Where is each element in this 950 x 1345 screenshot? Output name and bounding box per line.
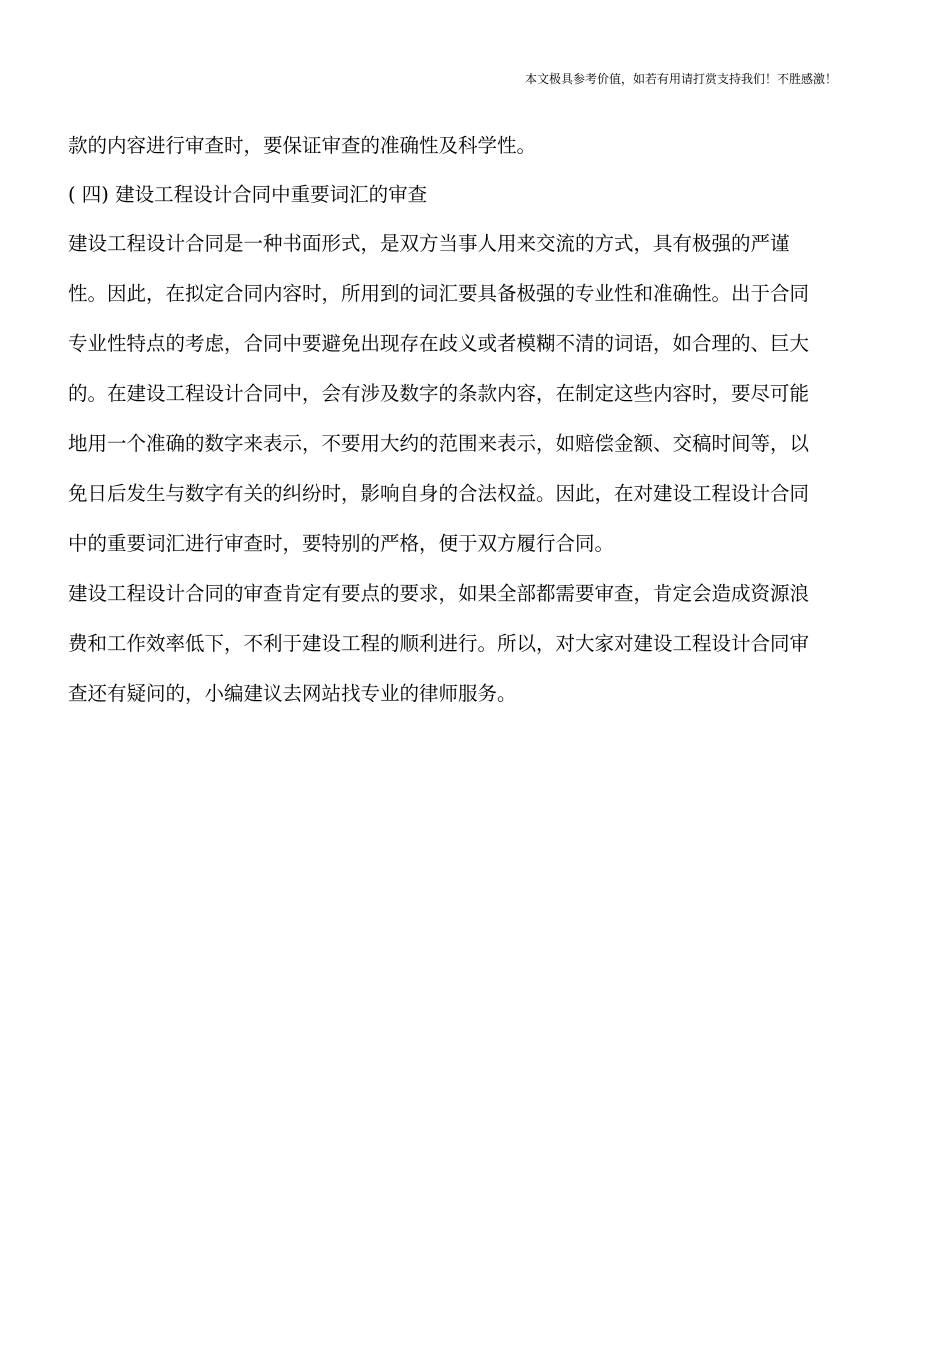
paragraph-key-terms-review: 建设工程设计合同是一种书面形式，是双方当事人用来交流的方式，具有极强的严谨性。因此，在拟定合同内容时，所用到的词汇要具备极强的专业性和准确性。出于合同专业性特点的考虑，合同中要避免出现存在歧义或者模糊不清的词语，如合理的、巨大的。在建设工程设计合同中，会有涉及数字的条款内容，在制定这些内容时，要尽可能地用一个准确的数字来表示，不要用大约的范围来表示，如赔偿金额、交稿时间等，以免日后发生与数字有关的纠纷时，影响自身的合法权益。因此，在对建设工程设计合同中的重要词汇进行审查时，要特别的严格，便于双方履行合同。 [68,232,810,555]
section-heading-4: ( 四) 建设工程设计合同中重要词汇的审查 [68,183,428,206]
paragraph-conclusion: 建设工程设计合同的审查肯定有要点的要求，如果全部都需要审查，肯定会造成资源浪费和工作效率低下，不利于建设工程的顺利进行。所以，对大家对建设工程设计合同审查还有疑问的，小编建议去网站找专业的律师服务。 [68,582,810,705]
header-note: 本文极具参考价值，如若有用请打赏支持我们！不胜感激！ [524,72,837,86]
document-body [68,121,824,719]
paragraph-continued: 款的内容进行审查时，要保证审查的准确性及科学性。 [68,134,537,157]
